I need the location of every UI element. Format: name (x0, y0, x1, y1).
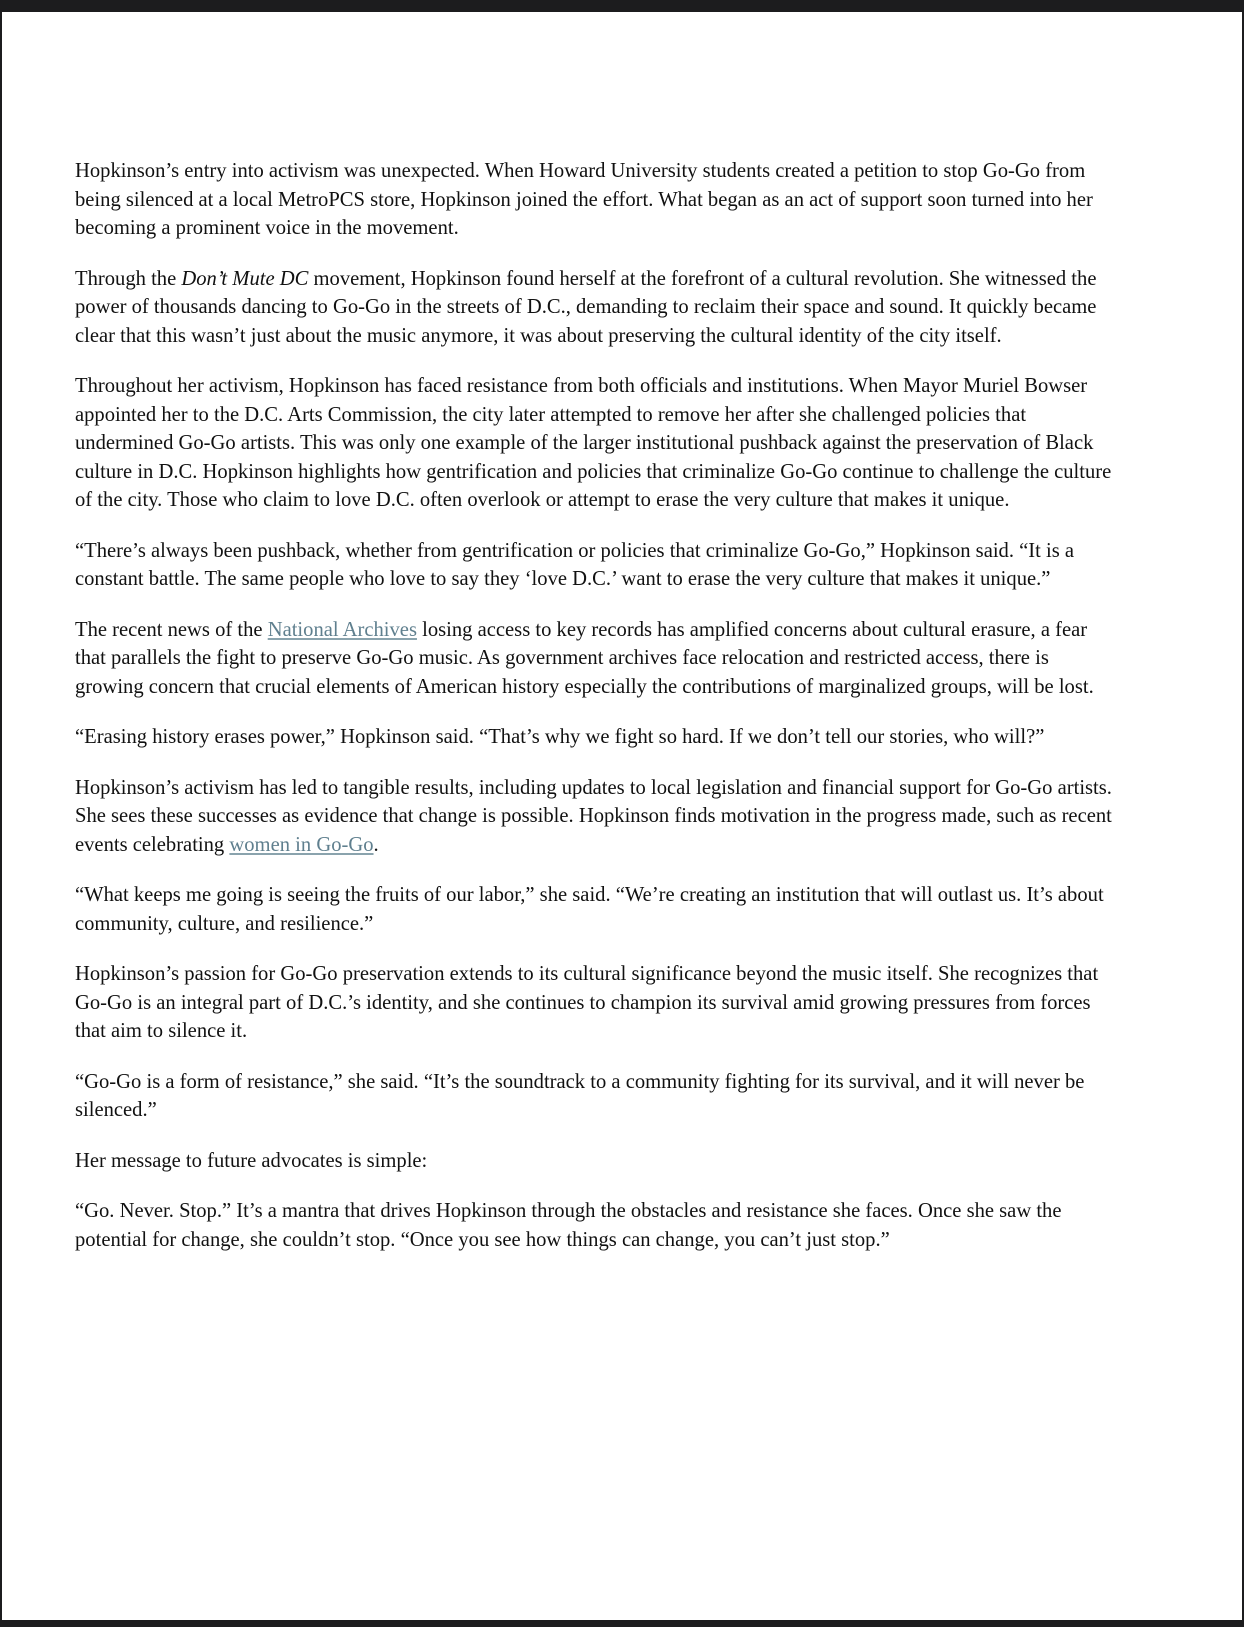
paragraph-text: Her message to future advocates is simple: (75, 1149, 428, 1172)
paragraph-text: Throughout her activism, Hopkinson has faced resistance from both officials and institutions. When Mayor Muriel Bowser appointed her to the D.C. Arts Commission, the city later attempted to remove her after she challenged policies that undermined Go-Go artists. This was only one example of the larger institutional pushback against the preservation of Black culture in D.C. Hopkinson highlights how gentrification and policies that criminalize Go-Go continue to challenge the culture of the city. Those who claim to love D.C. often overlook or attempt to erase the very culture that makes it unique. (75, 375, 1112, 511)
paragraph-tangible-results (75, 774, 1115, 860)
paragraph-resistance-quote (75, 1068, 1115, 1125)
paragraph-dont-mute-dc (75, 265, 1115, 351)
paragraph-go-never-stop (75, 1197, 1115, 1254)
paragraph-text: “Go. Never. Stop.” It’s a mantra that drives Hopkinson through the obstacles and resistance she faces. Once she saw the potential for change, she couldn’t stop. “Once you see how things can change, you can’t just stop.” (75, 1200, 1062, 1251)
paragraph-text: “There’s always been pushback, whether from gentrification or policies that criminalize Go-Go,” Hopkinson said. “It is a constant battle. The same people who love to say they ‘love D.C.’ want to erase the very culture that makes it unique.” (75, 539, 1075, 590)
movement-name-italic: Don’t Mute DC (181, 267, 309, 290)
paragraph-resistance (75, 372, 1115, 515)
paragraph-text-after: movement, Hopkinson found herself at the forefront of a cultural revolution. She witnessed the power of thousands dancing to Go-Go in the streets of D.C., demanding to reclaim their space and sound. It quickly became clear that this wasn’t just about the music anymore, it was about preserving the cultural identity of the city itself. (75, 267, 1097, 347)
paragraph-text-after: losing access to key records has amplified concerns about cultural erasure, a fear that parallels the fight to preserve Go-Go music. As government archives face relocation and restricted access, there is growing concern that crucial elements of American history especially the contributions of marginalized groups, will be lost. (75, 618, 1094, 698)
paragraph-cultural-significance (75, 960, 1115, 1046)
paragraph-text-before: The recent news of the (75, 618, 268, 641)
national-archives-link[interactable]: National Archives (267, 618, 417, 641)
paragraph-text: “What keeps me going is seeing the fruits of our labor,” she said. “We’re creating an institution that will outlast us. It’s about community, culture, and resilience.” (75, 884, 1104, 935)
document-body (75, 157, 1115, 1276)
paragraph-text: Hopkinson’s entry into activism was unexpected. When Howard University students created a petition to stop Go-Go from being silenced at a local MetroPCS store, Hopkinson joined the effort. What began as an act of support soon turned into her becoming a prominent voice in the movement. (75, 160, 1093, 239)
paragraph-national-archives (75, 616, 1115, 702)
paragraph-text: “Erasing history erases power,” Hopkinson said. “That’s why we fight so hard. If we don’t tell our stories, who will?” (75, 726, 1045, 748)
paragraph-message-intro (75, 1147, 1115, 1176)
paragraph-pushback-quote (75, 537, 1115, 594)
paragraph-erasing-history-quote (75, 723, 1115, 752)
paragraph-text-after: . (373, 833, 379, 856)
paragraph-fruits-of-labor-quote (75, 881, 1115, 938)
paragraph-activism-entry (75, 157, 1115, 243)
paragraph-text: “Go-Go is a form of resistance,” she said. “It’s the soundtrack to a community fighting for its survival, and it will never be silenced.” (75, 1070, 1085, 1121)
document-page (2, 12, 1242, 1620)
paragraph-text: Hopkinson’s passion for Go-Go preservation extends to its cultural significance beyond the music itself. She recognizes that Go-Go is an integral part of D.C.’s identity, and she continues to champion its survival amid growing pressures from forces that aim to silence it. (75, 963, 1099, 1042)
paragraph-text-before: Hopkinson’s activism has led to tangible results, including updates to local legislation and financial support for Go-Go artists. She sees these successes as evidence that change is possible. Hopkinson finds motivation in the progress made, such as recent events celebrating (75, 776, 1112, 856)
women-in-go-go-link[interactable]: women in Go-Go (229, 833, 374, 856)
paragraph-text-before: Through the (75, 267, 182, 290)
